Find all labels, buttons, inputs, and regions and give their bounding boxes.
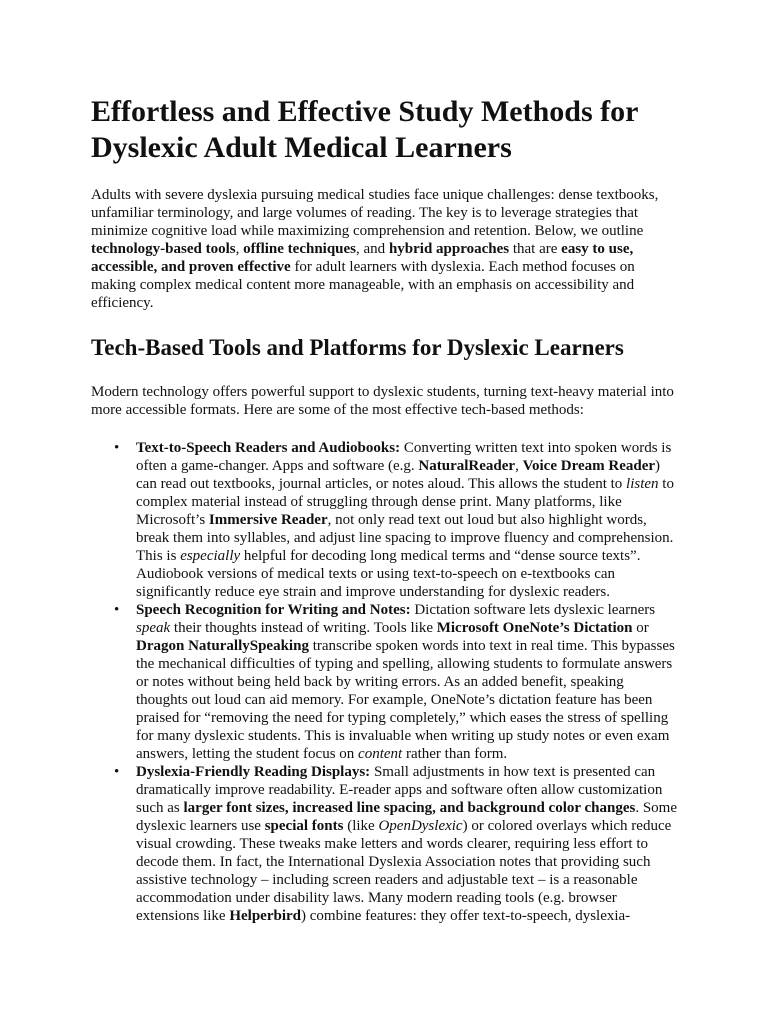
item-bold: Voice Dream Reader (522, 458, 656, 474)
item-bold: NaturalReader (418, 458, 516, 474)
item-text: Converting written text into spoken words is often a game-changer. Apps and software (e.g. (136, 440, 672, 474)
item-bold: Dragon NaturallySpeaking (136, 638, 309, 654)
item-text: to complex material instead of struggling through dense print. Many platforms, like Microsoft’s (136, 476, 674, 528)
item-bold: special fonts (264, 818, 344, 834)
bullet-icon: • (114, 440, 120, 456)
item-text: transcribe spoken words into text in real time. This bypasses the mechanical difficulties of typing and spelling, allowing students to formulate answers or notes without being held back by writing errors. As an added benefit, speaking thoughts out loud can aid memory. For example, OneNote’s dictation feature has been praised for “removing the need for typing completely,” which eases the stress of spelling for many dyslexic students. This is invaluable when writing up study notes or even exam answers, letting the student focus on (136, 638, 675, 762)
item-lead: Dyslexia-Friendly Reading Displays: (136, 764, 371, 780)
item-text: Dictation software lets dyslexic learners (410, 602, 656, 618)
list-item (114, 601, 678, 763)
section-heading: Tech-Based Tools and Platforms for Dyslexic Learners (91, 335, 624, 360)
bullet-icon: • (114, 764, 120, 780)
intro-text: for adult learners with dyslexia. Each method focuses on making complex medical content more manageable, with an emphasis on accessibility and efficiency. (91, 259, 635, 311)
intro-bold-hybrid: hybrid approaches (388, 241, 510, 257)
item-text: ) can read out textbooks, journal articles, or notes aloud. This allows the student to (136, 458, 661, 492)
item-bold: Helperbird (229, 908, 301, 924)
item-text: ) combine features: they offer text-to-speech, dyslexia- (301, 908, 631, 924)
item-italic: listen (626, 476, 659, 492)
item-lead: Text-to-Speech Readers and Audiobooks: (136, 440, 401, 456)
section-intro: Modern technology offers powerful support to dyslexic students, turning text-heavy material into more accessible formats. Here are some of the most effective tech-based methods: (91, 384, 674, 418)
item-text: , not only read text out loud but also highlight words, break them into syllables, and adjust line spacing to improve fluency and comprehension. This is (136, 512, 674, 564)
page-title: Effortless and Effective Study Methods for Dyslexic Adult Medical Learners (91, 95, 638, 164)
bullet-icon: • (114, 602, 120, 618)
item-text: Small adjustments in how text is presented can dramatically improve readability. E-reader apps and software often allow customization such as (136, 764, 663, 816)
item-italic: content (358, 746, 403, 762)
item-italic: especially (180, 548, 241, 564)
item-italic: OpenDyslexic (378, 818, 463, 834)
item-text: , (515, 458, 523, 474)
intro-bold-easy: easy to use, accessible, and proven effective (91, 241, 634, 275)
intro-text: , and (356, 241, 389, 257)
item-italic: speak (136, 620, 171, 636)
intro-text: that are (509, 241, 562, 257)
item-text: . Some dyslexic learners use (136, 800, 678, 834)
item-bold: Immersive Reader (208, 512, 328, 528)
intro-text: , (235, 241, 244, 257)
item-text: helpful for decoding long medical terms and “dense source texts”. Audiobook versions of medical texts or using text-to-speech on e-textbooks can significantly reduce eye strain and improve understanding for dyslexic readers. (136, 548, 641, 600)
item-lead: Speech Recognition for Writing and Notes: (136, 602, 411, 618)
list-item (114, 439, 678, 601)
intro-text: Adults with severe dyslexia pursuing medical studies face unique challenges: dense textbooks, unfamiliar terminology, and large volumes of reading. The key is to leverage strategies that minimize cognitive load while maximizing comprehension and retention. Below, we outline (91, 187, 659, 239)
item-text: (like (343, 818, 379, 834)
intro-paragraph (91, 186, 678, 312)
item-bold: larger font sizes, increased line spacing, and background color changes (183, 800, 636, 816)
intro-bold-tech: technology-based tools (91, 241, 236, 257)
item-bold: Microsoft OneNote’s Dictation (436, 620, 633, 636)
method-list (91, 439, 678, 925)
item-text: or (632, 620, 649, 636)
item-text: their thoughts instead of writing. Tools like (170, 620, 437, 636)
item-text: rather than form. (402, 746, 508, 762)
item-text: ) or colored overlays which reduce visual crowding. These tweaks make letters and words clearer, requiring less effort to decode them. In fact, the International Dyslexia Association notes that providing such assistive technology – including screen readers and adjustable text – is a reasonable accommodation under disability laws. Many modern reading tools (e.g. browser extensions like (136, 818, 672, 924)
list-item (114, 763, 678, 925)
intro-bold-offline: offline techniques (243, 241, 357, 257)
